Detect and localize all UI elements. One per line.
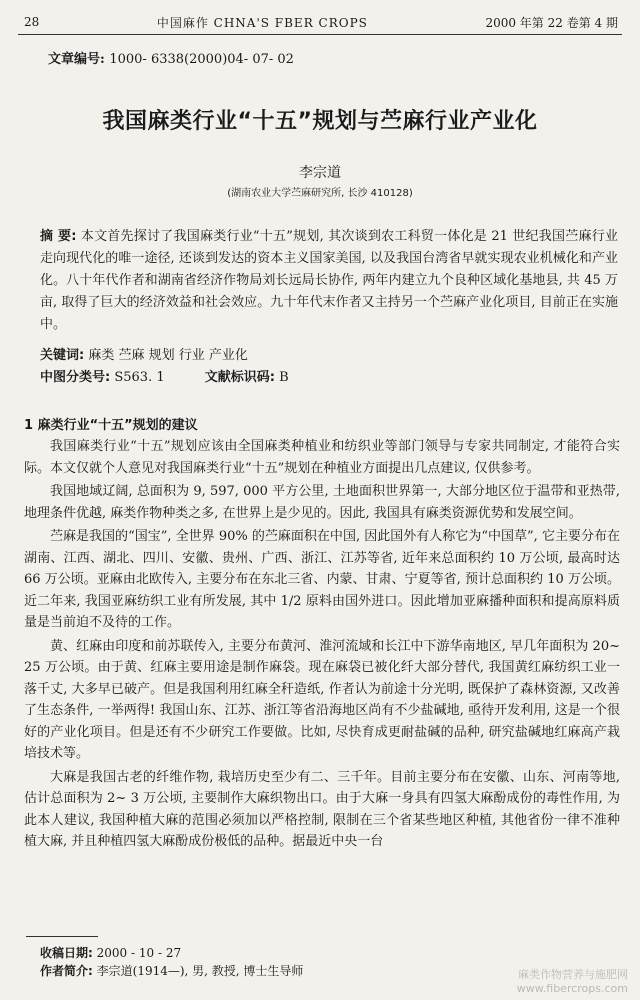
abstract <box>40 226 618 336</box>
classification <box>40 366 289 385</box>
footnote-rule <box>26 936 98 937</box>
author-name: 李宗道 <box>299 165 341 181</box>
doc-code-value: B <box>279 370 289 385</box>
article-number <box>48 48 294 67</box>
doc-code-label: 文献标识码: <box>204 370 275 385</box>
body-paragraph: 我国麻类行业“十五”规划应该由全国麻类种植业和纺织业等部门领导与专家共同制定, 才能符合实际。本文仅就个人意见对我国麻类行业“十五”规划在种植业方面提出几点建议, 仅供参考。 <box>24 439 620 476</box>
clc-value: S563. 1 <box>114 370 165 385</box>
abstract-text: 本文首先探讨了我国麻类行业“十五”规划, 其次谈到农工科贸一体化是 21 世纪我国苎麻行业走向现代化的唯一途径, 还谈到发达的资本主义国家美国, 以及我国台湾省早就实现农业机械化和产业化。八十年代作者和湖南省经济作物局刘长远局长协作, 两年内建立九个良种区域化基地县, 共 45 万亩, 取得了巨大的经济效益和社会效应。九十年代末作者又主持另一个苎麻产业化项目, 目前正在实施中。 <box>40 229 618 332</box>
watermark-line-1: 麻类作物营养与施肥网 <box>518 968 628 981</box>
received-value: 2000 - 10 - 27 <box>96 946 182 960</box>
watermark-line-2: www.fibercrops.com <box>516 982 628 995</box>
section-heading: 1 麻类行业“十五”规划的建议 <box>24 418 198 433</box>
article-number-value: 1000- 6338(2000)04- 07- 02 <box>109 52 294 67</box>
author-affiliation: (湖南农业大学苎麻研究所, 长沙 410128) <box>227 188 413 199</box>
received-date <box>40 944 181 961</box>
article-number-label: 文章编号: <box>48 52 105 67</box>
issue-info: 2000 年第 22 卷第 4 期 <box>485 15 618 30</box>
body-paragraph: 苎麻是我国的“国宝”, 全世界 90% 的苎麻面积在中国, 因此国外有人称它为“中国草”, 它主要分布在湖南、江西、湖北、四川、安徽、贵州、广西、浙江、江苏等省, 近年来总面积约 10 万公顷, 最高时达 66 万公顷。亚麻由北欧传入, 主要分布在东北三省、内蒙、甘肃、宁夏等省, 预计总面积约 10 万公顷。近二年来, 我国亚麻纺织工业有所发展, 其中 1/2 原料由国外进口。因此增加亚麻播种面积和提高原料质量是当前迫不及待的工作。 <box>24 529 620 630</box>
site-watermark <box>517 968 628 996</box>
keywords-label: 关键词: <box>40 348 85 363</box>
body-paragraph: 大麻是我国古老的纤维作物, 栽培历史至少有二、三千年。目前主要分布在安徽、山东、河南等地, 估计总面积为 2~ 3 万公顷, 主要制作大麻织物出口。由于大麻一身具有四氢大麻酚成份的毒性作用, 为此本人建议, 我国种植大麻的范围必须加以严格控制, 限制在三个省某些地区种植, 其他省份一律不准种植大麻, 并且种植四氢大麻酚成份极低的品种。据最近中央一台 <box>24 769 620 849</box>
journal-name: 中国麻作 CHNA'S FBER CROPS <box>156 15 368 30</box>
abstract-label: 摘 要: <box>40 229 77 244</box>
running-header <box>24 12 618 32</box>
body-paragraph: 我国地域辽阔, 总面积为 9, 597, 000 平方公里, 土地面积世界第一, 大部分地区位于温带和亚热带, 地理条件优越, 麻类作物种类之多, 在世界上是少见的。因此, 我国具有麻类资源优势和发展空间。 <box>24 484 620 521</box>
page-number: 28 <box>24 15 40 29</box>
keywords-value: 麻类 苎麻 规划 行业 产业化 <box>88 348 248 363</box>
received-label: 收稿日期: <box>40 946 93 960</box>
clc-label: 中图分类号: <box>40 370 111 385</box>
body-paragraph: 黄、红麻由印度和前苏联传入, 主要分布黄河、淮河流域和长江中下游华南地区, 早几年面积为 20~ 25 万公顷。由于黄、红麻主要用途是制作麻袋。现在麻袋已被化纤大部分替代, 我国黄红麻纺织工业一落千丈, 大多早已破产。但是我国利用红麻全秆造纸, 作者认为前途十分光明, 既保护了森林资源, 又改善了生态条件, 一举两得! 我国山东、江苏、浙江等省沿海地区尚有不少盐碱地, 亟待开发利用, 这是一个很好的产业化项目。但是还有不少研究工作要做。比如, 尽快育成更耐盐碱的品种, 研究盐碱地红麻高产栽培技术等。 <box>24 638 620 761</box>
keywords <box>40 344 248 363</box>
header-rule <box>18 34 622 35</box>
bio-label: 作者简介: <box>40 964 93 978</box>
author-bio <box>40 962 303 979</box>
bio-value: 李宗道(1914—), 男, 教授, 博士生导师 <box>96 964 304 978</box>
article-title: 我国麻类行业“十五”规划与苎麻行业产业化 <box>102 109 538 134</box>
section-body <box>24 436 620 855</box>
